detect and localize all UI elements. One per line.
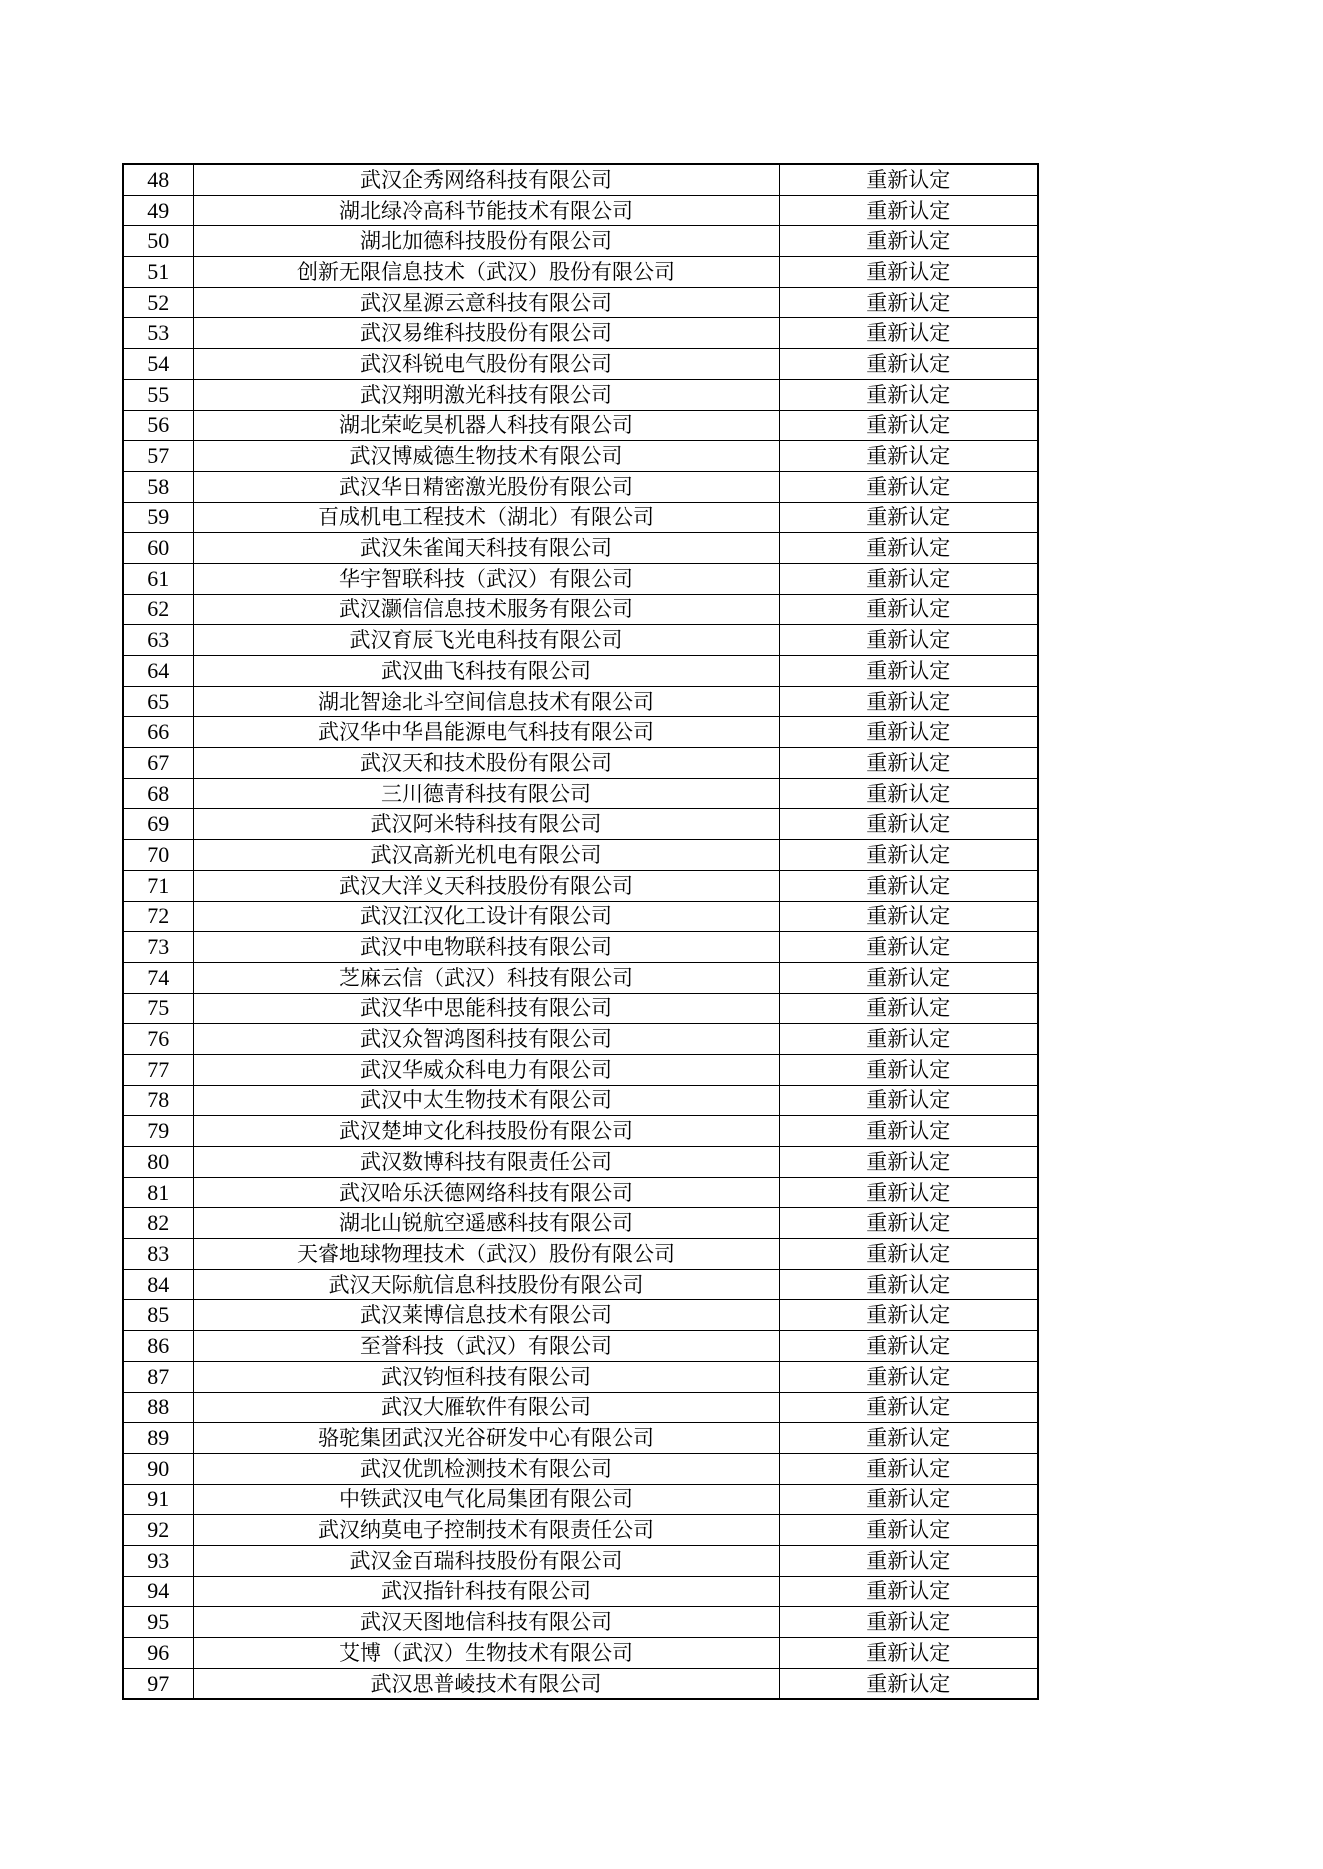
table-row xyxy=(123,778,1038,809)
row-number: 51 xyxy=(123,257,193,288)
certification-type: 重新认定 xyxy=(779,1576,1038,1607)
company-name: 天睿地球物理技术（武汉）股份有限公司 xyxy=(193,1239,779,1270)
row-number: 87 xyxy=(123,1361,193,1392)
row-number: 86 xyxy=(123,1331,193,1362)
company-name: 武汉朱雀闻天科技有限公司 xyxy=(193,533,779,564)
row-number: 83 xyxy=(123,1239,193,1270)
certification-type: 重新认定 xyxy=(779,410,1038,441)
table-row xyxy=(123,563,1038,594)
company-name: 武汉曲飞科技有限公司 xyxy=(193,656,779,687)
table-row xyxy=(123,748,1038,779)
table-row xyxy=(123,901,1038,932)
certification-type: 重新认定 xyxy=(779,471,1038,502)
company-name: 武汉江汉化工设计有限公司 xyxy=(193,901,779,932)
company-name: 艾博（武汉）生物技术有限公司 xyxy=(193,1638,779,1669)
certification-type: 重新认定 xyxy=(779,1484,1038,1515)
row-number: 76 xyxy=(123,1024,193,1055)
company-name: 武汉企秀网络科技有限公司 xyxy=(193,164,779,195)
table-row xyxy=(123,1177,1038,1208)
company-name: 武汉中太生物技术有限公司 xyxy=(193,1085,779,1116)
table-row xyxy=(123,1147,1038,1178)
certification-type: 重新认定 xyxy=(779,1269,1038,1300)
row-number: 85 xyxy=(123,1300,193,1331)
certification-type: 重新认定 xyxy=(779,1423,1038,1454)
table-row xyxy=(123,1054,1038,1085)
certification-type: 重新认定 xyxy=(779,533,1038,564)
table-row xyxy=(123,349,1038,380)
row-number: 49 xyxy=(123,195,193,226)
table-row xyxy=(123,1484,1038,1515)
certification-type: 重新认定 xyxy=(779,1239,1038,1270)
table-row xyxy=(123,870,1038,901)
certification-type: 重新认定 xyxy=(779,901,1038,932)
table-row xyxy=(123,1116,1038,1147)
row-number: 90 xyxy=(123,1453,193,1484)
certification-type: 重新认定 xyxy=(779,1668,1038,1699)
company-name: 武汉钧恒科技有限公司 xyxy=(193,1361,779,1392)
table-row xyxy=(123,318,1038,349)
certification-type: 重新认定 xyxy=(779,226,1038,257)
certification-type: 重新认定 xyxy=(779,748,1038,779)
company-name: 武汉阿米特科技有限公司 xyxy=(193,809,779,840)
table-body xyxy=(123,164,1038,1699)
company-name: 武汉指针科技有限公司 xyxy=(193,1576,779,1607)
company-name: 武汉中电物联科技有限公司 xyxy=(193,932,779,963)
row-number: 62 xyxy=(123,594,193,625)
company-name: 武汉高新光机电有限公司 xyxy=(193,840,779,871)
certification-type: 重新认定 xyxy=(779,932,1038,963)
table-row xyxy=(123,1024,1038,1055)
certification-type: 重新认定 xyxy=(779,1147,1038,1178)
row-number: 84 xyxy=(123,1269,193,1300)
row-number: 95 xyxy=(123,1607,193,1638)
company-name: 至誉科技（武汉）有限公司 xyxy=(193,1331,779,1362)
row-number: 91 xyxy=(123,1484,193,1515)
table-row xyxy=(123,1392,1038,1423)
company-name: 中铁武汉电气化局集团有限公司 xyxy=(193,1484,779,1515)
company-name: 武汉天图地信科技有限公司 xyxy=(193,1607,779,1638)
company-name: 武汉华中华昌能源电气科技有限公司 xyxy=(193,717,779,748)
certification-type: 重新认定 xyxy=(779,1638,1038,1669)
company-name: 武汉博威德生物技术有限公司 xyxy=(193,441,779,472)
certification-type: 重新认定 xyxy=(779,840,1038,871)
company-name: 武汉天和技术股份有限公司 xyxy=(193,748,779,779)
company-name: 湖北智途北斗空间信息技术有限公司 xyxy=(193,686,779,717)
certification-type: 重新认定 xyxy=(779,563,1038,594)
row-number: 54 xyxy=(123,349,193,380)
row-number: 78 xyxy=(123,1085,193,1116)
table-row xyxy=(123,656,1038,687)
company-name: 武汉大雁软件有限公司 xyxy=(193,1392,779,1423)
table-row xyxy=(123,1300,1038,1331)
company-table xyxy=(122,163,1039,1700)
row-number: 70 xyxy=(123,840,193,871)
certification-type: 重新认定 xyxy=(779,1177,1038,1208)
certification-type: 重新认定 xyxy=(779,1300,1038,1331)
row-number: 81 xyxy=(123,1177,193,1208)
certification-type: 重新认定 xyxy=(779,379,1038,410)
certification-type: 重新认定 xyxy=(779,441,1038,472)
row-number: 48 xyxy=(123,164,193,195)
company-name: 武汉星源云意科技有限公司 xyxy=(193,287,779,318)
certification-type: 重新认定 xyxy=(779,1024,1038,1055)
row-number: 82 xyxy=(123,1208,193,1239)
table-row xyxy=(123,1638,1038,1669)
row-number: 80 xyxy=(123,1147,193,1178)
row-number: 52 xyxy=(123,287,193,318)
certification-type: 重新认定 xyxy=(779,686,1038,717)
company-name: 武汉科锐电气股份有限公司 xyxy=(193,349,779,380)
certification-type: 重新认定 xyxy=(779,287,1038,318)
table-row xyxy=(123,410,1038,441)
company-name: 百成机电工程技术（湖北）有限公司 xyxy=(193,502,779,533)
table-row xyxy=(123,1576,1038,1607)
row-number: 56 xyxy=(123,410,193,441)
row-number: 67 xyxy=(123,748,193,779)
certification-type: 重新认定 xyxy=(779,1453,1038,1484)
row-number: 68 xyxy=(123,778,193,809)
row-number: 74 xyxy=(123,962,193,993)
row-number: 72 xyxy=(123,901,193,932)
company-name: 湖北荣屹昊机器人科技有限公司 xyxy=(193,410,779,441)
row-number: 64 xyxy=(123,656,193,687)
certification-type: 重新认定 xyxy=(779,1054,1038,1085)
table-row xyxy=(123,1515,1038,1546)
certification-type: 重新认定 xyxy=(779,656,1038,687)
certification-type: 重新认定 xyxy=(779,594,1038,625)
row-number: 59 xyxy=(123,502,193,533)
certification-type: 重新认定 xyxy=(779,1085,1038,1116)
table-row xyxy=(123,226,1038,257)
company-name: 武汉纳莫电子控制技术有限责任公司 xyxy=(193,1515,779,1546)
table-row xyxy=(123,1085,1038,1116)
certification-type: 重新认定 xyxy=(779,809,1038,840)
certification-type: 重新认定 xyxy=(779,870,1038,901)
table-row xyxy=(123,441,1038,472)
table-row xyxy=(123,962,1038,993)
row-number: 93 xyxy=(123,1545,193,1576)
company-name: 华宇智联科技（武汉）有限公司 xyxy=(193,563,779,594)
table-row xyxy=(123,594,1038,625)
table-row xyxy=(123,1668,1038,1699)
table-row xyxy=(123,686,1038,717)
company-name: 武汉翔明激光科技有限公司 xyxy=(193,379,779,410)
company-name: 湖北加德科技股份有限公司 xyxy=(193,226,779,257)
company-name: 武汉育辰飞光电科技有限公司 xyxy=(193,625,779,656)
table-row xyxy=(123,1331,1038,1362)
certification-type: 重新认定 xyxy=(779,257,1038,288)
table-row xyxy=(123,164,1038,195)
company-name: 武汉优凯检测技术有限公司 xyxy=(193,1453,779,1484)
company-name: 湖北山锐航空遥感科技有限公司 xyxy=(193,1208,779,1239)
company-name: 骆驼集团武汉光谷研发中心有限公司 xyxy=(193,1423,779,1454)
row-number: 71 xyxy=(123,870,193,901)
company-name: 武汉思普崚技术有限公司 xyxy=(193,1668,779,1699)
row-number: 55 xyxy=(123,379,193,410)
company-name: 创新无限信息技术（武汉）股份有限公司 xyxy=(193,257,779,288)
certification-type: 重新认定 xyxy=(779,1515,1038,1546)
company-name: 武汉哈乐沃德网络科技有限公司 xyxy=(193,1177,779,1208)
row-number: 94 xyxy=(123,1576,193,1607)
row-number: 66 xyxy=(123,717,193,748)
row-number: 69 xyxy=(123,809,193,840)
row-number: 63 xyxy=(123,625,193,656)
row-number: 65 xyxy=(123,686,193,717)
row-number: 57 xyxy=(123,441,193,472)
certification-type: 重新认定 xyxy=(779,993,1038,1024)
table-row xyxy=(123,1361,1038,1392)
company-name: 武汉易维科技股份有限公司 xyxy=(193,318,779,349)
row-number: 89 xyxy=(123,1423,193,1454)
company-name: 武汉楚坤文化科技股份有限公司 xyxy=(193,1116,779,1147)
table-row xyxy=(123,1453,1038,1484)
row-number: 60 xyxy=(123,533,193,564)
row-number: 79 xyxy=(123,1116,193,1147)
certification-type: 重新认定 xyxy=(779,1208,1038,1239)
table-row xyxy=(123,993,1038,1024)
table-row xyxy=(123,1208,1038,1239)
table-row xyxy=(123,533,1038,564)
table-row xyxy=(123,1423,1038,1454)
certification-type: 重新认定 xyxy=(779,318,1038,349)
row-number: 53 xyxy=(123,318,193,349)
row-number: 77 xyxy=(123,1054,193,1085)
row-number: 58 xyxy=(123,471,193,502)
certification-type: 重新认定 xyxy=(779,962,1038,993)
table-row xyxy=(123,1545,1038,1576)
certification-type: 重新认定 xyxy=(779,778,1038,809)
company-name: 武汉华威众科电力有限公司 xyxy=(193,1054,779,1085)
row-number: 96 xyxy=(123,1638,193,1669)
certification-type: 重新认定 xyxy=(779,1545,1038,1576)
table-row xyxy=(123,809,1038,840)
table-row xyxy=(123,257,1038,288)
company-name: 芝麻云信（武汉）科技有限公司 xyxy=(193,962,779,993)
company-name: 武汉华中思能科技有限公司 xyxy=(193,993,779,1024)
certification-type: 重新认定 xyxy=(779,502,1038,533)
table-row xyxy=(123,502,1038,533)
row-number: 92 xyxy=(123,1515,193,1546)
table-row xyxy=(123,379,1038,410)
row-number: 50 xyxy=(123,226,193,257)
company-name: 武汉天际航信息科技股份有限公司 xyxy=(193,1269,779,1300)
row-number: 75 xyxy=(123,993,193,1024)
company-name: 武汉金百瑞科技股份有限公司 xyxy=(193,1545,779,1576)
certification-type: 重新认定 xyxy=(779,1392,1038,1423)
table-row xyxy=(123,471,1038,502)
company-name: 湖北绿冷高科节能技术有限公司 xyxy=(193,195,779,226)
company-name: 武汉灏信信息技术服务有限公司 xyxy=(193,594,779,625)
table-row xyxy=(123,717,1038,748)
row-number: 97 xyxy=(123,1668,193,1699)
company-name: 武汉众智鸿图科技有限公司 xyxy=(193,1024,779,1055)
table-row xyxy=(123,287,1038,318)
row-number: 73 xyxy=(123,932,193,963)
certification-type: 重新认定 xyxy=(779,1607,1038,1638)
certification-type: 重新认定 xyxy=(779,717,1038,748)
certification-type: 重新认定 xyxy=(779,195,1038,226)
table-row xyxy=(123,1607,1038,1638)
certification-type: 重新认定 xyxy=(779,1331,1038,1362)
certification-type: 重新认定 xyxy=(779,164,1038,195)
row-number: 61 xyxy=(123,563,193,594)
table-row xyxy=(123,1269,1038,1300)
certification-type: 重新认定 xyxy=(779,1116,1038,1147)
certification-type: 重新认定 xyxy=(779,349,1038,380)
table-row xyxy=(123,1239,1038,1270)
company-name: 武汉数博科技有限责任公司 xyxy=(193,1147,779,1178)
certification-type: 重新认定 xyxy=(779,625,1038,656)
company-name: 三川德青科技有限公司 xyxy=(193,778,779,809)
table-row xyxy=(123,840,1038,871)
company-name: 武汉大洋义天科技股份有限公司 xyxy=(193,870,779,901)
table-row xyxy=(123,932,1038,963)
row-number: 88 xyxy=(123,1392,193,1423)
table-row xyxy=(123,195,1038,226)
certification-type: 重新认定 xyxy=(779,1361,1038,1392)
company-name: 武汉莱博信息技术有限公司 xyxy=(193,1300,779,1331)
table-row xyxy=(123,625,1038,656)
company-name: 武汉华日精密激光股份有限公司 xyxy=(193,471,779,502)
